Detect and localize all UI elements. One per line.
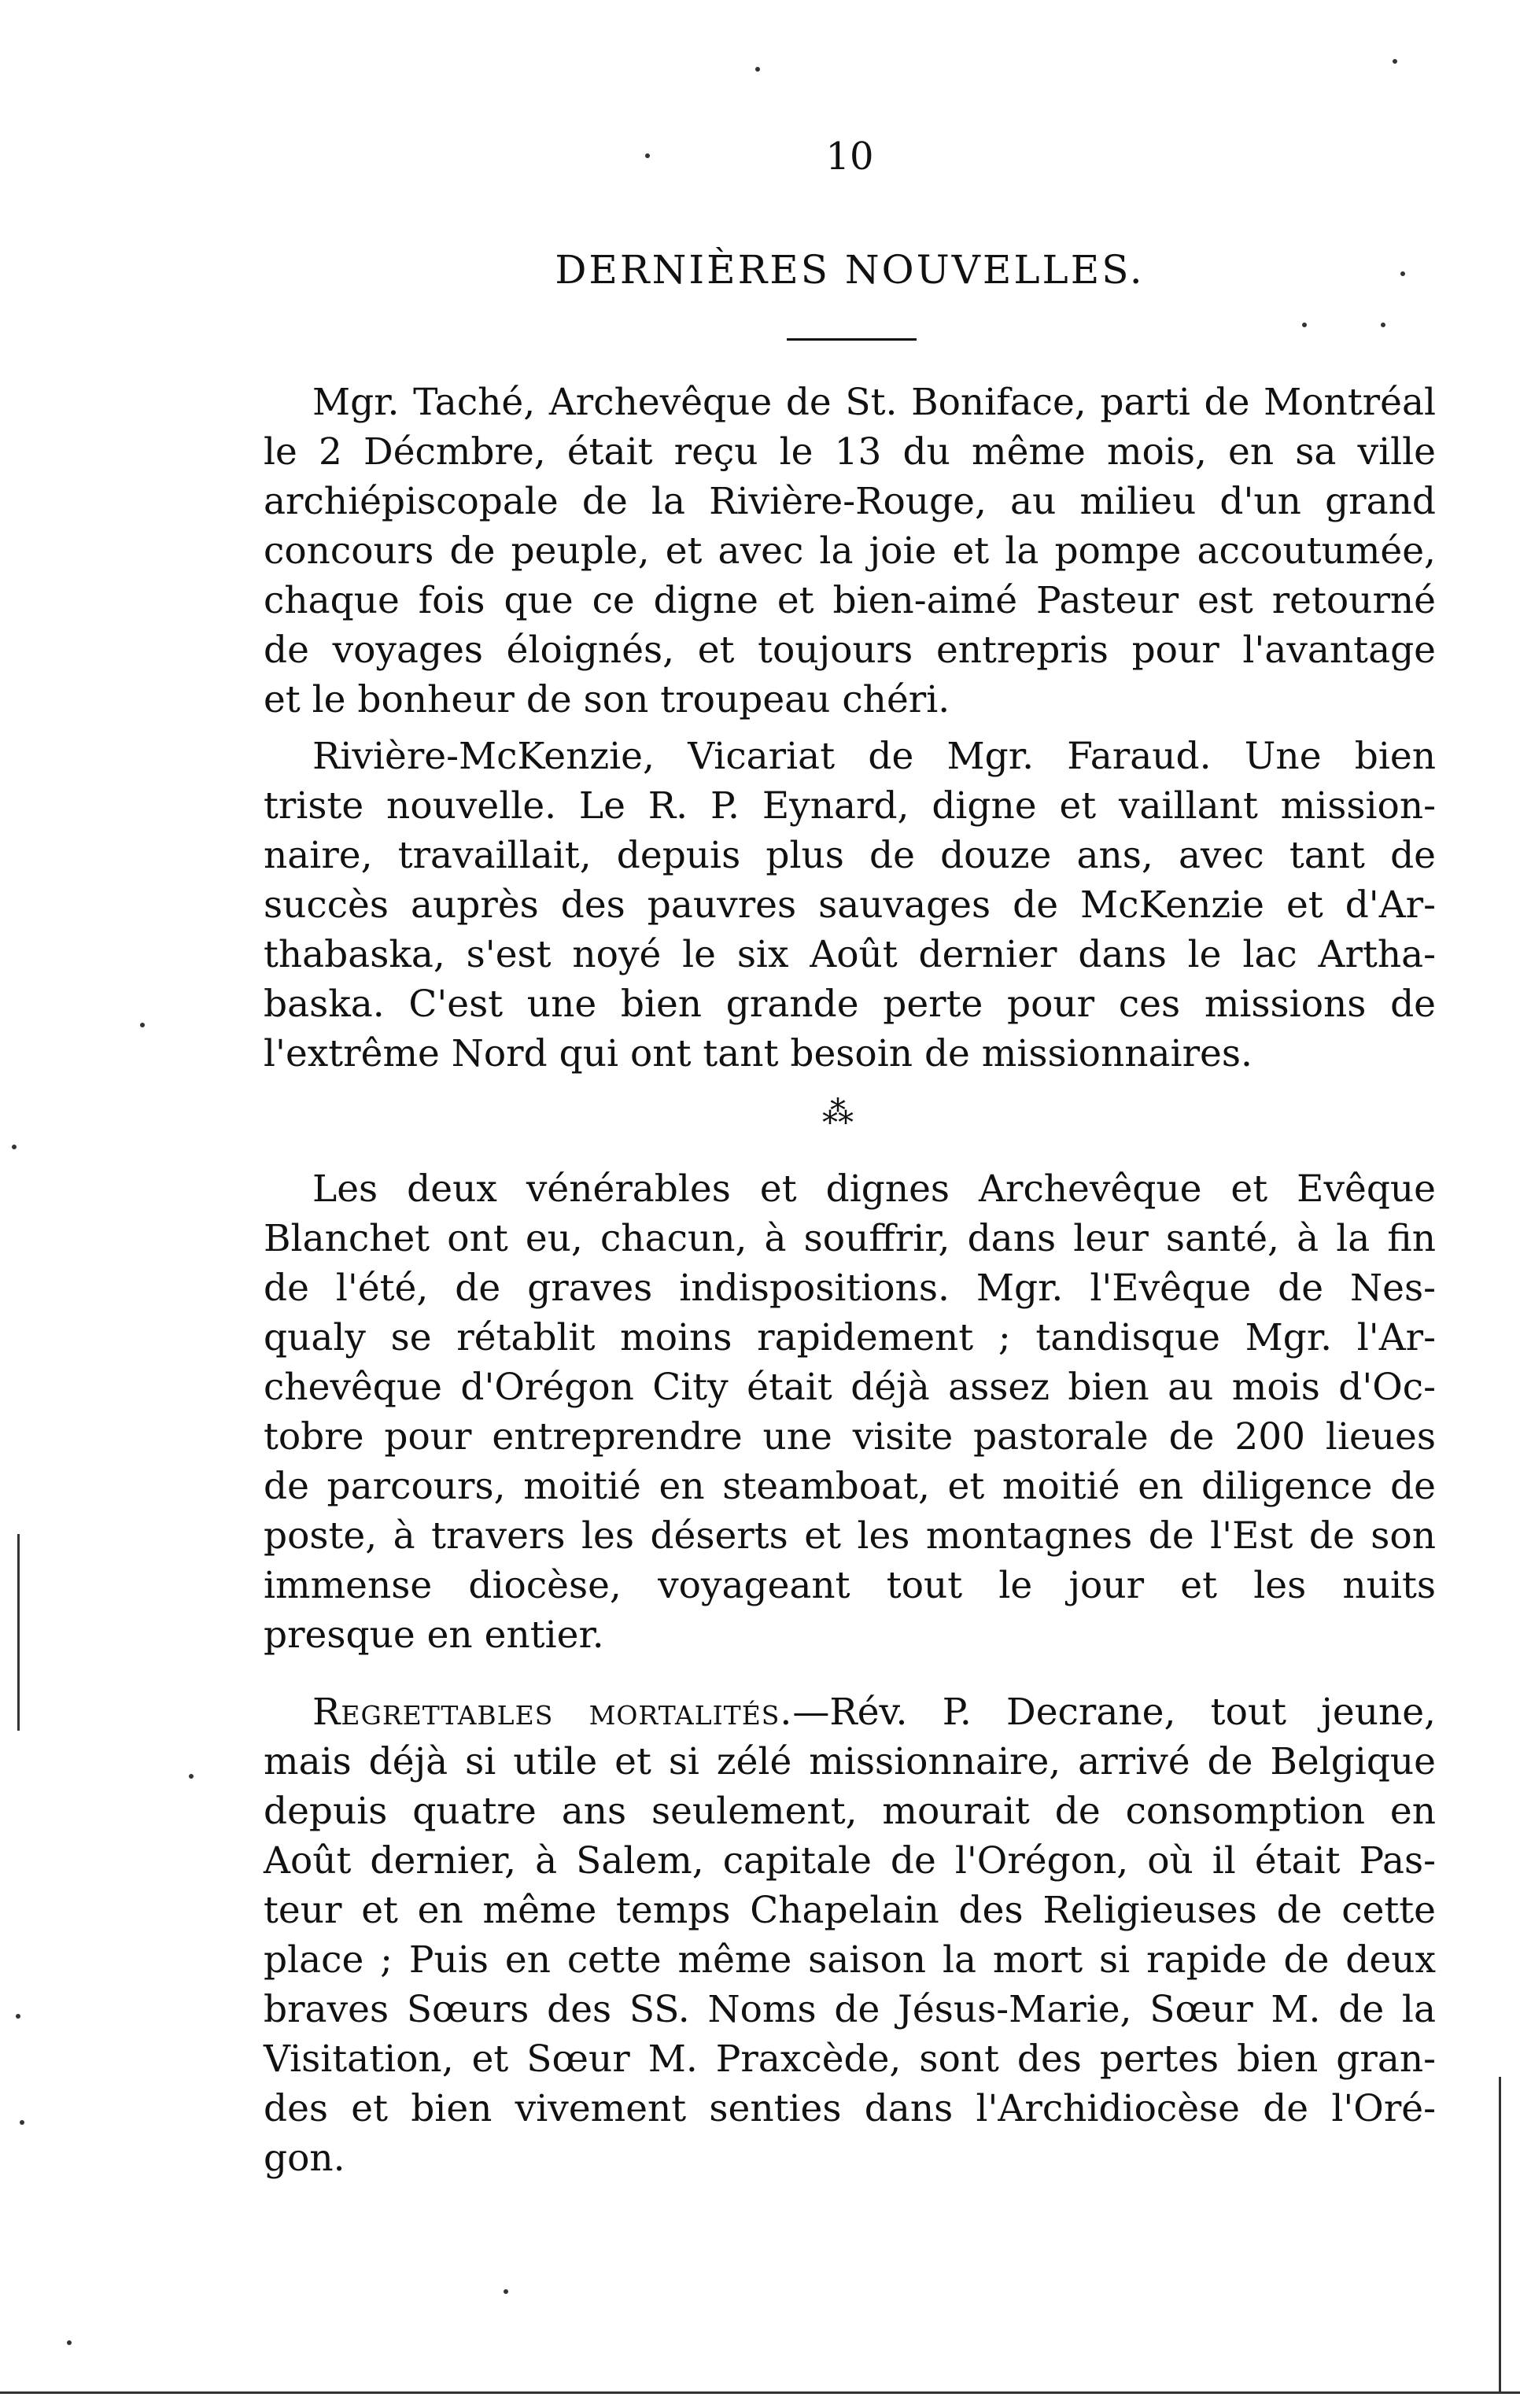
text-line: succès auprès des pauvres sauvages de McKenzie et d'Ar- (264, 883, 1436, 927)
asterism-separator: ⁂ (822, 1095, 854, 1131)
text-line: braves Sœurs des SS. Noms de Jésus-Marie, Sœur M. de la (264, 1988, 1436, 2031)
text-line: de voyages éloignés, et toujours entrepris pour l'avantage (264, 629, 1436, 672)
text-line: thabaska, s'est noyé le six Août dernier dans le lac Artha- (264, 933, 1436, 976)
paragraph-tache (264, 378, 1436, 725)
scan-speck (645, 153, 650, 158)
mortalites-first-line: —Rév. P. Decrane, tout jeune, (792, 1691, 1436, 1734)
text-line: immense diocèse, voyageant tout le jour et les nuits (264, 1564, 1436, 1607)
text-line: l'extrême Nord qui ont tant besoin de missionnaires. (264, 1032, 1253, 1075)
text-line: Août dernier, à Salem, capitale de l'Orégon, où il était Pas- (264, 1839, 1436, 1883)
text-line: naire, travaillait, depuis plus de douze ans, avec tant de (264, 834, 1436, 877)
title-rule (787, 338, 917, 341)
scan-speck (1381, 323, 1385, 327)
text-line: de l'été, de graves indispositions. Mgr. l'Evêque de Nes- (264, 1267, 1436, 1310)
scan-speck (189, 1774, 194, 1779)
scan-speck (1302, 323, 1307, 327)
text-line: le 2 Décmbre, était reçu le 13 du même mois, en sa ville (264, 430, 1436, 474)
section-title: DERNIÈRES NOUVELLES. (555, 247, 1145, 293)
text-line: gon. (264, 2137, 345, 2180)
text-line: teur et en même temps Chapelain des Religieuses de cette (264, 1889, 1436, 1932)
text-line: depuis quatre ans seulement, mourait de consomption en (264, 1790, 1436, 1833)
scan-speck (755, 67, 760, 72)
text-line: Les deux vénérables et dignes Archevêque et Evêque (312, 1167, 1436, 1211)
text-line: qualy se rétablit moins rapidement ; tandisque Mgr. l'Ar- (264, 1316, 1436, 1359)
text-line: tobre pour entreprendre une visite pastorale de 200 lieues (264, 1415, 1436, 1458)
scan-speck (16, 2014, 20, 2019)
text-line: Visitation, et Sœur M. Praxcède, sont des pertes bien gran- (264, 2037, 1436, 2081)
scan-speck (67, 2340, 72, 2345)
text-line: baska. C'est une bien grande perte pour ces missions de (264, 983, 1436, 1026)
paragraph-mortalites (264, 1687, 1436, 2183)
text-line: Rivière-McKenzie, Vicariat de Mgr. Faraud. Une bien (312, 735, 1436, 778)
scan-speck (1393, 59, 1397, 64)
text-line: triste nouvelle. Le R. P. Eynard, digne et vaillant mission- (264, 784, 1436, 828)
scan-speck (20, 2120, 24, 2125)
text-line: mais déjà si utile et si zélé missionnaire, arrivé de Belgique (264, 1740, 1436, 1783)
text-line: archiépiscopale de la Rivière-Rouge, au milieu d'un grand (264, 480, 1436, 523)
scan-speck (12, 1145, 17, 1149)
text-line: et le bonheur de son troupeau chéri. (264, 678, 950, 721)
text-line: chaque fois que ce digne et bien-aimé Pasteur est retourné (264, 579, 1436, 622)
paragraph-blanchet (264, 1164, 1436, 1660)
scan-edge-line-bottom (0, 2391, 1520, 2394)
paragraph-mckenzie (264, 732, 1436, 1079)
scan-speck (140, 1023, 145, 1027)
text-line: place ; Puis en cette même saison la mort si rapide de deux (264, 1938, 1436, 1982)
page-number: 10 (825, 135, 874, 179)
text-line: presque en entier. (264, 1613, 604, 1657)
scan-edge-line-left (17, 1534, 20, 1731)
mortalites-heading: Regrettables mortalités. (312, 1691, 793, 1734)
text-line: Mgr. Taché, Archevêque de St. Boniface, parti de Montréal (312, 381, 1436, 424)
text-line: Blanchet ont eu, chacun, à souffrir, dans leur santé, à la fin (264, 1217, 1436, 1260)
text-line: de parcours, moitié en steamboat, et moitié en diligence de (264, 1465, 1436, 1508)
text-line: concours de peuple, et avec la joie et la pompe accoutumée, (264, 529, 1436, 573)
text-line: des et bien vivement senties dans l'Archidiocèse de l'Oré- (264, 2087, 1436, 2130)
text-line (264, 1687, 1436, 1737)
text-line: chevêque d'Orégon City était déjà assez bien au mois d'Oc- (264, 1366, 1436, 1409)
scan-speck (504, 2289, 508, 2294)
text-line: poste, à travers les déserts et les montagnes de l'Est de son (264, 1514, 1436, 1558)
scan-speck (1400, 271, 1405, 276)
scan-edge-line-right (1499, 2077, 1501, 2391)
